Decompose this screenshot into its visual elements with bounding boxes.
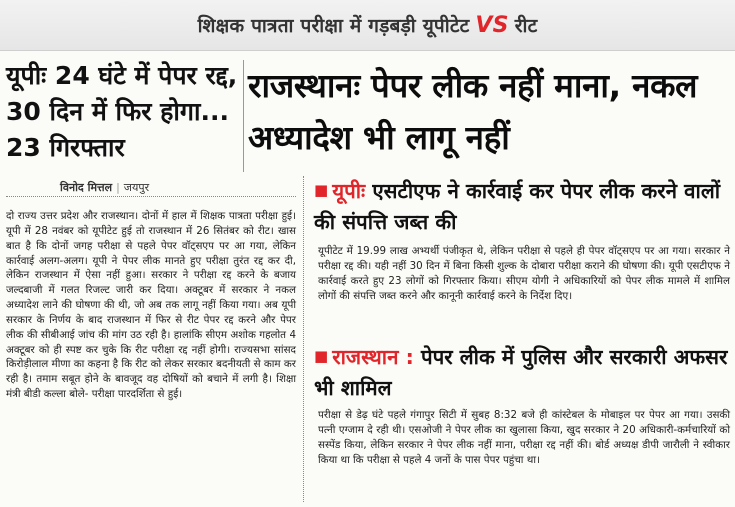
rajasthan-colon: : — [405, 345, 414, 369]
bullet-icon: ■ — [314, 181, 329, 199]
up-headline-text: एसटीएफ ने कार्रवाई कर पेपर लीक करने वालों की संपत्ति जब्त की — [314, 179, 721, 234]
rajasthan-subheadline — [314, 341, 732, 404]
rajasthan-headline-text: पेपर लीक में पुलिस और सरकारी अफसर भी शामिल — [314, 345, 728, 400]
bullet-icon: ■ — [314, 347, 329, 365]
left-headline: यूपीः 24 घंटे में पेपर रद्द, 30 दिन में फिर होगा... 23 गिरफ्तार — [6, 61, 238, 162]
rajasthan-article-body: परीक्षा से डेढ़ घंटे पहले गंगापुर सिटी में सुबह 8:32 बजे ही कांस्टेबल के मोबाइल पर पेपर आ गया। उसकी पत्नी एग्जाम दे रही थी। एसओजी ने पेपर लीक का खुलासा किया, खुद सरकार ने 20 अधिकारी-कर्मचारियों को सस्पेंड किया, लेकिन सरकार ने पेपर लीक नहीं माना, परीक्षा रद्द नहीं की। बोर्ड अध्यक्ष डीपी जारौली ने स्वीकार किया था कि परीक्षा से पहले 4 जनों के पास पेपर पहुंचा था। — [318, 409, 730, 466]
byline-separator: | — [116, 181, 120, 194]
kicker-text: शिक्षक पात्रता परीक्षा में गड़बड़ी यूपीटेट — [197, 15, 470, 37]
byline-rule — [6, 196, 296, 197]
section-kicker — [0, 0, 735, 51]
up-subheadline — [314, 175, 732, 238]
vs-mark: VS — [475, 12, 509, 38]
main-headline: राजस्थानः पेपर लीक नहीं माना, नकल अध्यादेश भी लागू नहीं — [248, 66, 698, 157]
rajasthan-place-label: राजस्थान — [332, 345, 399, 369]
up-article-body: यूपीटेट में 19.99 लाख अभ्यर्थी पंजीकृत थे, लेकिन परीक्षा से पहले ही पेपर वॉट्सएप पर आ गया। सरकार ने परीक्षा रद्द की। यही नहीं 30 दिन में बिना किसी शुल्क के दोबारा परीक्षा कराने की घोषणा की। यूपी एसटीएफ ने कार्रवाई करते हुए 23 लोगों को गिरफ्तार किया। सीएम योगी ने अधिकारियों को पेपर लीक मामले में शामिल लोगों की संपत्ति जब्त करने और कानूनी कार्रवाई करने के निर्देश दिए। — [318, 245, 730, 302]
left-article-body: दो राज्य उत्तर प्रदेश और राजस्थान। दोनों में हाल में शिक्षक पात्रता परीक्षा हुई। यूपी में 28 नवंबर को यूपीटेट हुई तो राजस्थान में 26 सितंबर को रीट। खास बात है कि दोनों जगह परीक्षा से पहले पेपर वॉट्सएप पर आ गया, लेकिन कार्रवाई अलग-अलग। यूपी ने पेपर लीक मानते हुए परीक्षा तुरंत रद्द कर दी, लेकिन राजस्थान में ऐसा नहीं हुआ। सरकार ने परीक्षा रद्द करने के बजाय जल्दबाजी में गलत रिजल्ट जारी कर दिया। अक्टूबर में सरकार ने नकल अध्यादेश लाने की घोषणा की थी, जो अब तक लागू नहीं किया गया। अब यूपी सरकार के निर्णय के बाद राजस्थान में फिर से रीट पेपर रद्द करने और पेपर लीक की सीबीआई जांच की मांग उठ रही है। हालांकि सीएम अशोक गहलोत 4 अक्टूबर को ही स्पष्ट कर चुके कि रीट परीक्षा रद्द नहीं होगी। राज्यसभा सांसद किरोड़ीलाल मीणा का कहना है कि रीट को लेकर सरकार बदनीयती से काम कर रही है। तमाम सबूत होने के बावजूद वह दोषियों को बचाने में लगी है। शिक्षा मंत्री बीडी कल्ला बोले- परीक्षा पारदर्शिता से हुई। — [6, 210, 296, 401]
byline — [60, 180, 149, 195]
byline-author: विनोद मित्तल — [60, 181, 113, 194]
column-divider — [303, 176, 305, 502]
up-place-label: यूपीः — [332, 179, 366, 203]
byline-city: जयपुर — [123, 181, 150, 194]
headline-divider — [243, 60, 244, 172]
kicker-right: रीट — [514, 15, 538, 37]
